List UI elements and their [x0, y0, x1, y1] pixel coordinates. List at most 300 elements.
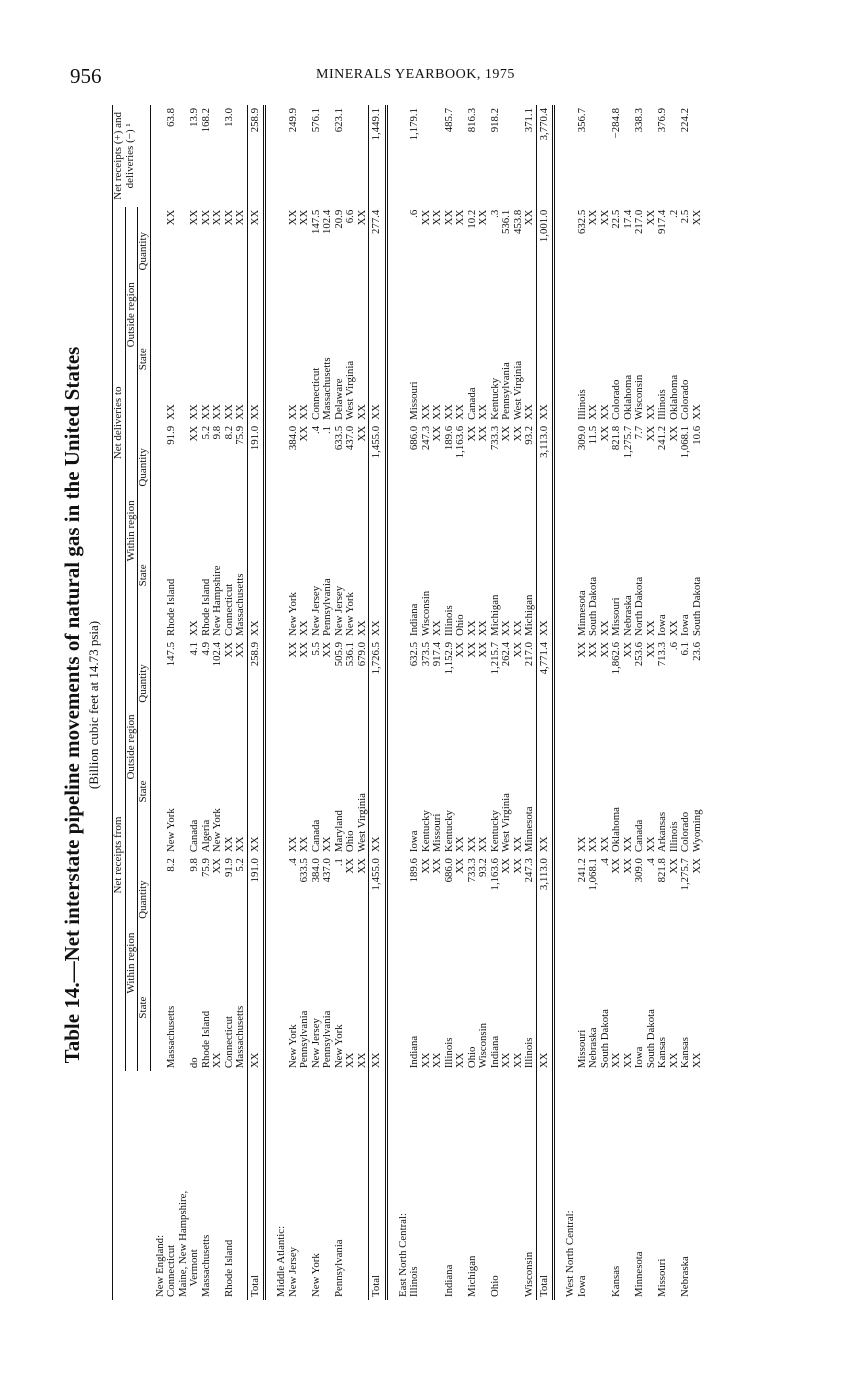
state-cell: Iowa — [679, 614, 691, 636]
state-cell: Indiana — [408, 603, 420, 636]
quantity-cell: XX — [165, 209, 177, 226]
quantity-cell: 5.2 — [199, 425, 212, 440]
state-column-header — [113, 1071, 151, 1300]
quantity-cell: 13.9 — [188, 108, 200, 127]
state-cell: Iowa — [633, 1046, 645, 1069]
quantity-cell: 91.9 — [165, 425, 177, 445]
quantity-cell: XX — [298, 641, 310, 658]
quantity-cell: 816.3 — [465, 108, 478, 133]
quantity-cell: 2.5 — [679, 209, 691, 224]
row-state-label — [212, 1071, 224, 1300]
state-cell: XX — [477, 404, 489, 420]
state-cell: Canada — [188, 819, 200, 853]
state-cell: Arkansas — [656, 811, 668, 853]
quantity-cell: 91.9 — [222, 858, 235, 877]
quantity-cell: XX — [431, 858, 443, 874]
quantity-cell: .4 — [286, 858, 299, 867]
table-row — [680, 105, 692, 1300]
quantity-cell: XX — [644, 641, 657, 658]
quantity-cell: 241.2 — [656, 425, 668, 451]
total-row — [369, 105, 387, 1300]
state-cell: New York — [165, 808, 177, 853]
quantity-cell — [692, 105, 704, 207]
state-cell: XX — [454, 1052, 466, 1069]
state-cell: Illinois — [523, 1037, 535, 1069]
state-cell: Oklahoma — [621, 374, 634, 420]
quantity-cell: 17.4 — [621, 209, 634, 229]
state-cell: Massachusetts — [165, 1005, 177, 1069]
quantity-cell: XX — [188, 425, 200, 442]
quantity-cell: 93.2 — [477, 858, 489, 877]
state-cell: XX — [500, 620, 512, 636]
quantity-cell: XX — [621, 641, 634, 658]
state-cell: XX — [355, 620, 368, 636]
state-cell: Oklahoma — [610, 807, 622, 853]
quantity-cell: 247.3 — [523, 858, 535, 883]
state-cell: Rhode Island — [165, 578, 177, 636]
quantity-cell: XX — [587, 209, 599, 226]
quantity-cell: XX — [286, 209, 299, 226]
quantity-cell: 8.2 — [165, 858, 177, 872]
quantity-cell: 8.2 — [222, 425, 235, 440]
state-cell: XX — [188, 404, 200, 420]
quantity-cell: XX — [477, 641, 489, 658]
quantity-cell: 93.2 — [523, 425, 535, 445]
net-column-header: Net receipts (+) and deliveries (−) ¹ — [113, 105, 151, 207]
state-cell: Connecticut — [222, 583, 235, 636]
quantity-cell: 371.1 — [523, 108, 535, 133]
state-cell: Kentucky — [419, 810, 432, 853]
quantity-subheader: Quantity — [138, 855, 151, 944]
state-cell: XX — [598, 404, 611, 420]
state-cell: Illinois — [575, 389, 588, 420]
total-cell: 1,455.0 — [369, 423, 387, 512]
state-cell — [178, 944, 190, 1071]
quantity-cell: 821.8 — [656, 858, 668, 883]
row-state-label: Kansas — [610, 1265, 622, 1297]
running-head: MINERALS YEARBOOK, 1975 — [316, 67, 515, 82]
table-row — [288, 105, 300, 1300]
state-cell: Indiana — [488, 1035, 501, 1069]
row-state-label: Pennsylvania — [332, 1239, 345, 1297]
quantity-cell: XX — [234, 209, 246, 226]
state-cell: South Dakota — [690, 576, 703, 636]
state-cell: XX — [477, 836, 489, 853]
state-cell: XX — [211, 404, 223, 420]
quantity-cell: XX — [344, 858, 356, 874]
quantity-cell: XX — [419, 209, 432, 226]
quantity-cell: 309.0 — [575, 425, 588, 451]
quantity-cell: 309.0 — [633, 858, 645, 883]
quantity-cell: 63.8 — [165, 108, 177, 127]
quantity-subheader: Quantity — [138, 639, 151, 728]
row-state-label — [588, 1071, 600, 1300]
quantity-cell: 10.2 — [465, 209, 478, 229]
quantity-cell: XX — [667, 425, 680, 442]
state-cell: XX — [298, 836, 310, 853]
state-cell: Canada — [633, 819, 645, 853]
total-cell: XX — [369, 728, 387, 855]
state-cell: South Dakota — [587, 576, 599, 636]
state-cell: South Dakota — [644, 1009, 657, 1069]
table-row — [322, 105, 334, 1300]
row-state-label — [692, 1071, 704, 1300]
state-cell: Oklahoma — [667, 374, 680, 420]
total-cell: XX — [536, 944, 554, 1071]
state-cell: Nebraska — [587, 1027, 599, 1069]
state-cell: New Jersey — [309, 1018, 322, 1069]
table-row — [212, 105, 224, 1300]
quantity-cell — [455, 105, 467, 207]
total-cell: XX — [536, 296, 554, 423]
table-row — [513, 105, 525, 1300]
table-row — [646, 105, 658, 1300]
quantity-cell: XX — [523, 209, 535, 226]
table-row — [166, 105, 178, 1300]
quantity-cell: 632.5 — [408, 641, 420, 667]
state-cell: Iowa — [408, 830, 420, 853]
total-cell: 258.9 — [247, 639, 265, 728]
total-cell: 258.9 — [247, 105, 265, 207]
state-cell: XX — [234, 404, 246, 420]
quantity-cell: 1,068.1 — [587, 858, 599, 891]
state-cell: Illinois — [667, 821, 680, 853]
quantity-cell: 1,068.1 — [679, 425, 691, 459]
total-row — [247, 105, 265, 1300]
quantity-cell: XX — [211, 209, 223, 226]
quantity-cell: 821.8 — [610, 425, 622, 451]
table-row — [455, 105, 467, 1300]
state-cell: XX — [199, 404, 212, 420]
quantity-cell: XX — [431, 209, 443, 226]
state-cell: XX — [286, 836, 299, 853]
state-cell: XX — [610, 1052, 622, 1069]
state-cell: XX — [511, 836, 524, 853]
receipts-outside-region-header: Outside region — [125, 639, 138, 855]
state-cell: Wisconsin — [633, 374, 645, 420]
table-body — [150, 105, 703, 1300]
quantity-cell: 1,163.6 — [454, 425, 466, 459]
row-state-label — [501, 1071, 513, 1300]
quantity-cell: 224.2 — [679, 108, 691, 133]
quantity-cell: 356.7 — [575, 108, 588, 133]
quantity-cell: XX — [454, 641, 466, 658]
quantity-cell: 5.2 — [234, 858, 246, 872]
total-cell: 1,001.0 — [536, 207, 554, 296]
net-receipts-header: Net receipts from — [113, 639, 126, 1071]
total-cell: XX — [536, 512, 554, 639]
quantity-cell: 147.5 — [309, 209, 322, 235]
total-cell: XX — [369, 296, 387, 423]
state-cell: Massachusetts — [234, 1005, 246, 1069]
quantity-cell: XX — [587, 641, 599, 658]
quantity-cell: 7.7 — [633, 425, 645, 440]
quantity-cell — [345, 105, 357, 207]
quantity-subheader: Quantity — [138, 207, 151, 296]
table-row — [600, 105, 612, 1300]
quantity-cell: .4 — [309, 425, 322, 434]
state-cell: XX — [431, 620, 443, 636]
state-cell: XX — [690, 404, 703, 420]
quantity-cell — [421, 105, 433, 207]
total-cell: 191.0 — [247, 855, 265, 944]
table-row — [657, 105, 669, 1300]
quantity-cell: 13.0 — [222, 108, 235, 127]
table-row — [311, 105, 323, 1300]
state-cell: XX — [644, 404, 657, 420]
quantity-cell: XX — [477, 425, 489, 442]
state-cell: West Virginia — [511, 360, 524, 420]
table-row — [444, 105, 456, 1300]
row-state-label: Minnesota — [633, 1251, 645, 1297]
state-cell: Pennsylvania — [321, 1010, 333, 1069]
quantity-cell: XX — [419, 858, 432, 874]
region-heading: East North Central: — [396, 1213, 409, 1297]
table-row — [432, 105, 444, 1300]
state-cell: XX — [644, 620, 657, 636]
quantity-cell: 6.1 — [679, 641, 691, 656]
quantity-cell: 23.6 — [690, 641, 703, 661]
total-cell: XX — [247, 944, 265, 1071]
state-cell: XX — [355, 1052, 368, 1069]
table-row — [235, 105, 247, 1300]
state-cell: New York — [286, 592, 299, 636]
quantity-cell: 5.5 — [309, 641, 322, 656]
quantity-cell: 733.3 — [488, 425, 501, 451]
deliveries-within-region-header: Within region — [125, 423, 138, 639]
quantity-cell — [432, 105, 444, 207]
state-cell: Massachusetts — [321, 357, 333, 420]
state-cell: XX — [454, 404, 466, 420]
quantity-cell — [501, 105, 513, 207]
quantity-cell: 713.3 — [656, 641, 668, 667]
quantity-cell: 217.0 — [633, 209, 645, 235]
quantity-cell: XX — [286, 641, 299, 658]
quantity-cell: 75.9 — [199, 858, 212, 877]
quantity-cell — [212, 105, 224, 207]
quantity-cell: 6.6 — [344, 209, 356, 224]
row-state-label — [235, 1071, 247, 1300]
quantity-cell: 102.4 — [211, 641, 223, 667]
quantity-cell: XX — [465, 641, 478, 658]
quantity-cell: .4 — [644, 858, 657, 867]
quantity-cell: XX — [355, 209, 368, 226]
table-row — [421, 105, 433, 1300]
state-cell: XX — [454, 836, 466, 853]
state-subheader: State — [138, 728, 151, 855]
state-cell: Rhode Island — [199, 578, 212, 636]
quantity-cell: XX — [431, 425, 443, 442]
quantity-cell: 1,152.9 — [442, 641, 455, 675]
state-cell: XX — [511, 1052, 524, 1069]
state-cell: XX — [165, 404, 177, 420]
quantity-cell: XX — [454, 209, 466, 226]
quantity-cell: XX — [667, 858, 680, 874]
quantity-cell: XX — [188, 209, 200, 226]
quantity-cell: .2 — [667, 209, 680, 218]
table-row — [669, 105, 681, 1300]
quantity-cell: 1,862.6 — [610, 641, 622, 675]
state-cell: North Dakota — [633, 576, 645, 636]
quantity-cell: 1,275.7 — [679, 858, 691, 891]
state-cell: Kentucky — [488, 377, 501, 420]
quantity-cell: 20.9 — [332, 209, 345, 229]
quantity-cell: 453.8 — [511, 209, 524, 235]
quantity-cell: 686.0 — [442, 858, 455, 883]
quantity-cell: 168.2 — [199, 108, 212, 133]
state-cell: Pennsylvania — [321, 578, 333, 636]
quantity-cell: XX — [575, 641, 588, 658]
state-cell: Wisconsin — [419, 590, 432, 636]
state-subheader: State — [138, 296, 151, 423]
total-cell: XX — [536, 728, 554, 855]
state-cell: XX — [644, 836, 657, 853]
quantity-cell: XX — [222, 641, 235, 658]
quantity-cell: 75.9 — [234, 425, 246, 445]
state-cell: Kansas — [656, 1036, 668, 1069]
quantity-cell: XX — [621, 858, 634, 874]
quantity-cell: 147.5 — [165, 641, 177, 667]
state-cell: XX — [587, 404, 599, 420]
state-cell: Rhode Island — [199, 1010, 212, 1069]
table-row — [634, 105, 646, 1300]
total-cell: XX — [369, 512, 387, 639]
row-state-label: Iowa — [575, 1275, 588, 1297]
total-cell: 3,770.4 — [536, 105, 554, 207]
quantity-cell: 384.0 — [309, 858, 322, 883]
state-cell: XX — [188, 620, 200, 636]
total-row — [536, 105, 554, 1300]
state-cell: Iowa — [656, 614, 668, 636]
quantity-cell: 437.0 — [321, 858, 333, 883]
row-state-label — [322, 1071, 334, 1300]
quantity-cell: 10.6 — [690, 425, 703, 445]
state-cell: XX — [511, 620, 524, 636]
table-row — [577, 105, 589, 1300]
quantity-cell: XX — [500, 425, 512, 442]
state-cell: XX — [477, 620, 489, 636]
state-cell: Illinois — [442, 605, 455, 636]
region-heading: West North Central: — [564, 1210, 576, 1297]
row-state-label — [455, 1071, 467, 1300]
state-cell: Canada — [465, 387, 478, 420]
quantity-cell — [478, 105, 490, 207]
quantity-cell: 253.6 — [633, 641, 645, 667]
net-deliveries-header: Net deliveries to — [113, 207, 126, 639]
quantity-cell: XX — [644, 209, 657, 226]
state-cell: XX — [598, 620, 611, 636]
quantity-cell: XX — [222, 209, 235, 226]
quantity-cell: XX — [598, 641, 611, 658]
pipeline-movements-table — [112, 105, 703, 1300]
quantity-cell: .1 — [321, 425, 333, 434]
state-cell: Wisconsin — [477, 1023, 489, 1069]
quantity-cell: XX — [442, 209, 455, 226]
table-row — [501, 105, 513, 1300]
state-cell: Kentucky — [488, 810, 501, 853]
quantity-cell: 485.7 — [442, 108, 455, 133]
row-state-label: Illinois — [408, 1266, 420, 1297]
quantity-cell: 437.0 — [344, 425, 356, 451]
state-cell: New York — [211, 808, 223, 853]
total-cell: 3,113.0 — [536, 855, 554, 944]
state-cell: Kansas — [679, 1036, 691, 1069]
quantity-cell: .6 — [667, 641, 680, 651]
table-row — [611, 105, 623, 1300]
quantity-cell: 189.6 — [408, 858, 420, 883]
quantity-cell: 1,163.6 — [488, 858, 501, 891]
quantity-cell — [357, 105, 369, 207]
quantity-cell: 376.9 — [656, 108, 668, 133]
state-cell: XX — [690, 1052, 703, 1069]
quantity-cell: 249.9 — [286, 108, 299, 133]
state-cell: Missouri — [575, 1029, 588, 1069]
state-cell: Pennsylvania — [298, 1010, 310, 1069]
row-state-label: New Jersey — [286, 1246, 299, 1297]
quantity-cell: .3 — [488, 209, 501, 218]
table-row — [334, 105, 346, 1300]
state-cell: XX — [344, 1052, 356, 1069]
quantity-cell: XX — [610, 858, 622, 874]
quantity-cell: XX — [199, 209, 212, 226]
row-state-label: Connecticut — [165, 1244, 177, 1297]
state-cell: New York — [332, 1024, 345, 1069]
quantity-cell: .4 — [598, 858, 611, 867]
row-state-label — [478, 1071, 490, 1300]
quantity-cell: XX — [355, 858, 368, 874]
table-row — [467, 105, 479, 1300]
quantity-cell: XX — [298, 425, 310, 442]
state-cell: Ohio — [344, 830, 356, 853]
quantity-cell: 1,179.1 — [408, 108, 420, 141]
table-row — [588, 105, 600, 1300]
quantity-cell: XX — [500, 858, 512, 874]
quantity-cell: .1 — [332, 858, 345, 867]
quantity-cell: XX — [477, 209, 489, 226]
quantity-cell: 917.4 — [656, 209, 668, 235]
state-cell: West Virginia — [355, 793, 368, 853]
row-state-label — [357, 1071, 369, 1300]
state-cell: XX — [234, 836, 246, 853]
quantity-cell — [235, 105, 247, 207]
quantity-cell: XX — [690, 858, 703, 874]
total-cell: 1,726.5 — [369, 639, 387, 728]
total-cell: 4,771.4 — [536, 639, 554, 728]
state-cell: Ohio — [465, 1046, 478, 1069]
state-cell: XX — [355, 404, 368, 420]
total-label: Total — [247, 1071, 265, 1300]
table-row — [189, 105, 201, 1300]
state-cell: XX — [575, 836, 588, 853]
state-cell: New Hampshire — [211, 565, 223, 636]
row-state-label — [345, 1071, 357, 1300]
quantity-cell: 918.2 — [488, 108, 501, 133]
table-subtitle: (Billion cubic feet at 14.73 psia) — [86, 620, 101, 790]
state-cell: New York — [344, 592, 356, 636]
state-cell: New Jersey — [332, 585, 345, 636]
quantity-cell: 1,275.7 — [621, 425, 634, 459]
table-row — [224, 105, 236, 1300]
state-cell: XX — [667, 620, 680, 636]
quantity-cell — [299, 105, 311, 207]
total-cell: 3,113.0 — [536, 423, 554, 512]
state-cell: Connecticut — [309, 367, 322, 420]
state-cell: XX — [298, 404, 310, 420]
table-row — [478, 105, 490, 1300]
state-cell: New Jersey — [309, 585, 322, 636]
quantity-cell: −284.8 — [610, 108, 622, 139]
quantity-subheader: Quantity — [138, 423, 151, 512]
